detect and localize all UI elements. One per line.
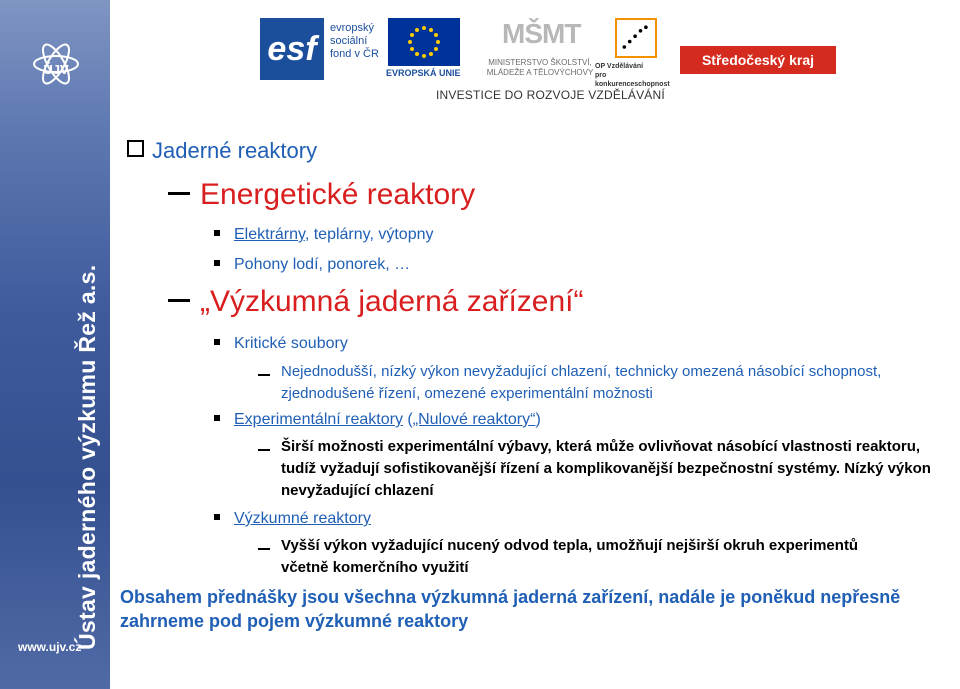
dash-bullet-icon: [258, 374, 270, 376]
link-zero-reactors[interactable]: „Nulové reaktory“: [412, 411, 536, 428]
list-item-text: , teplárny, výtopny: [304, 226, 434, 243]
stredocesky-kraj-logo: Středočeský kraj: [680, 46, 836, 74]
sub-item-text: Nejednodušší, nízký výkon nevyžadující chlazení, technicky omezená násobící schopnost, zjednodušené řízení, omezené experimentální možnosti: [281, 363, 882, 402]
investment-slogan: INVESTICE DO ROZVOJE VZDĚLÁVÁNÍ: [436, 88, 665, 102]
square-bullet-icon: [214, 415, 220, 421]
msmt-text-line: MINISTERSTVO ŠKOLSTVÍ,: [488, 58, 592, 67]
square-bullet-icon: [214, 339, 220, 345]
list-item: [214, 335, 348, 353]
footer-note: Obsahem přednášky jsou všechna výzkumná jaderná zařízení, nadále je poněkud nepřesně zahrneme pod pojem výzkumné reaktory: [120, 587, 901, 631]
square-bullet-icon: [214, 230, 220, 236]
section-heading-text: „Výzkumná jaderná zařízení“: [200, 285, 584, 318]
esf-text-line: sociální: [330, 35, 368, 47]
square-bullet-icon: [214, 260, 220, 266]
dash-bullet-icon: [168, 299, 190, 302]
list-item-text: (: [402, 411, 413, 428]
list-item: [214, 510, 371, 528]
esf-text-line: evropský: [330, 22, 375, 34]
section-heading-text: Energetické reaktory: [200, 178, 476, 211]
dash-bullet-icon: [168, 192, 190, 195]
website-link[interactable]: www.ujv.cz: [18, 640, 82, 654]
institute-name-vertical: Ústav jaderného výzkumu Řež a.s.: [74, 264, 100, 650]
square-bullet-icon: [214, 514, 220, 520]
msmt-logo-text: MŠMT: [502, 18, 581, 49]
sub-item-text: Vyšší výkon vyžadující nucený odvod tepla, umožňují nejširší okruh experimentů včetně komerčního využití: [281, 537, 859, 576]
op-text-line: OP Vzdělávání: [595, 63, 644, 70]
sidebar-logo-text: ÚJV: [43, 62, 69, 77]
link-research-reactors[interactable]: Výzkumné reaktory: [234, 510, 371, 527]
list-item: [214, 226, 434, 244]
esf-text-line: fond v ČR: [330, 48, 379, 60]
list-item-text: Pohony lodí, ponorek, …: [234, 256, 411, 273]
esf-letters: esf: [260, 18, 324, 80]
list-item-text: Kritické soubory: [234, 335, 348, 352]
op-text-line: pro konkurenceschopnost: [595, 72, 670, 88]
section-heading-research: [168, 285, 584, 319]
link-elektrarny[interactable]: Elektrárny: [234, 226, 305, 243]
list-item: [214, 411, 541, 429]
dash-bullet-icon: [258, 449, 270, 451]
section-heading-energetic: [168, 178, 475, 212]
list-item: [214, 256, 410, 274]
dash-bullet-icon: [258, 548, 270, 550]
checkbox-bullet-icon: [127, 140, 144, 157]
link-experimental-reactors[interactable]: Experimentální reaktory: [234, 411, 403, 428]
slide-title: [127, 138, 317, 164]
list-item-text: ): [535, 411, 541, 428]
eu-text: EVROPSKÁ UNIE: [386, 68, 461, 78]
msmt-text-line: MLÁDEŽE A TĚLOVÝCHOVY: [486, 68, 594, 77]
slide-title-text: Jaderné reaktory: [152, 138, 318, 163]
sub-item-text: Širší možnosti experimentální výbavy, která může ovlivňovat násobící vlastnosti reaktoru, tudíž vyžadují sofistikovanější řízení a komplikovanější bezpečnostní systémy. Nízký výkon nevyžadující chlazení: [281, 438, 931, 499]
